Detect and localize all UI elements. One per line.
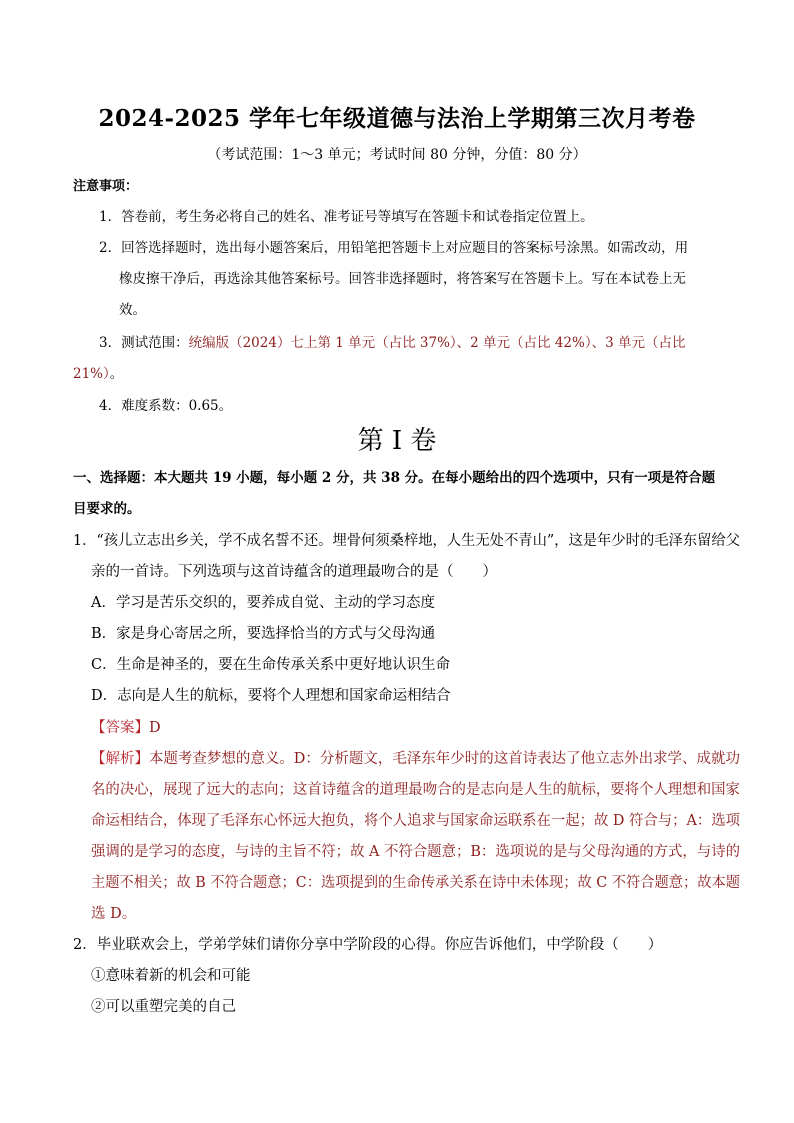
volume-title: 第 I 卷: [357, 426, 437, 456]
notice-item-3-line-2: [73, 362, 123, 382]
section-heading-line-1: 一、选择题：本大题共 19 小题，每小题 2 分，共 38 分。在每小题给出的四个选项中，只有一项是符合题: [73, 470, 716, 486]
q2-item-1: ①意味着新的机会和可能: [91, 968, 251, 984]
q1-analysis-line-1: [91, 747, 740, 768]
analysis-text: 本题考查梦想的意义。D：分析题文，毛泽东年少时的这首诗表达了他立志外出求学、成就功: [148, 751, 740, 767]
exam-subtitle: （考试范围：1～3 单元；考试时间 80 分钟，分值：80 分）: [207, 147, 587, 163]
q1-option-d: D．志向是人生的航标，要将个人理想和国家命运相结合: [91, 688, 451, 704]
q1-analysis-line-4: 强调的是学习的态度，与诗的主旨不符；故 A 不符合题意；B：选项说的是与父母沟通的方式，与诗的: [91, 844, 741, 860]
answer-value: D: [149, 720, 161, 736]
q2-stem: 2．毕业联欢会上，学弟学妹们请你分享中学阶段的心得。你应告诉他们，中学阶段（ ）: [73, 937, 663, 953]
notice-item-3-suffix: 。: [109, 366, 124, 382]
notice-item-3-range: 统编版（2024）七上第 1 单元（占比 37%）、2 单元（占比 42%）、3 单元（占比: [188, 335, 686, 351]
q1-analysis-line-5: 主题不相关；故 B 不符合题意；C：选项提到的生命传承关系在诗中未体现；故 C 不符合题意；故本题: [91, 875, 740, 891]
notice-item-2-line-2: 橡皮擦干净后，再选涂其他答案标号。回答非选择题时，将答案写在答题卡上。写在本试卷上无: [119, 271, 686, 287]
q1-stem-line-1: 1．“孩儿立志出乡关，学不成名誓不还。埋骨何须桑梓地，人生无处不青山”，这是年少时的毛泽东留给父: [73, 533, 741, 549]
q1-stem-line-2: 亲的一首诗。下列选项与这首诗蕴含的道理最吻合的是（ ）: [91, 564, 497, 580]
q1-option-c: C．生命是神圣的，要在生命传承关系中更好地认识生命: [91, 657, 451, 673]
q2-item-2: ②可以重塑完美的自己: [91, 999, 236, 1015]
q1-option-b: B．家是身心寄居之所，要选择恰当的方式与父母沟通: [91, 626, 436, 642]
q1-option-a: A．学习是苦乐交织的，要养成自觉、主动的学习态度: [91, 595, 435, 611]
notice-heading: 注意事项：: [73, 179, 139, 194]
analysis-tag: 【解析】: [91, 751, 149, 767]
notice-item-3-prefix: 3．测试范围：: [99, 335, 189, 351]
q1-analysis-line-3: 命运相结合，体现了毛泽东心怀远大抱负，将个人追求与国家命运联系在一起；故 D 符合与；A：选项: [91, 813, 740, 829]
exam-title: 2024-2025 学年七年级道德与法治上学期第三次月考卷: [98, 105, 696, 132]
notice-item-2-line-3: 效。: [119, 302, 146, 318]
notice-item-3-range-cont: 21%）: [73, 366, 110, 382]
q1-analysis-line-6: 选 D。: [91, 906, 137, 922]
section-heading-line-2: 目要求的。: [73, 501, 141, 517]
notice-item-4: 4．难度系数：0.65。: [99, 398, 233, 414]
notice-item-1: 1．答卷前，考生务必将自己的姓名、准考证号等填写在答题卡和试卷指定位置上。: [99, 209, 594, 225]
notice-item-3-line-1: [99, 331, 685, 351]
q1-analysis-line-2: 名的决心，展现了远大的志向；这首诗蕴含的道理最吻合的是志向是人生的航标，要将个人理想和国家: [91, 782, 740, 798]
q1-answer: [91, 716, 161, 737]
notice-item-2-line-1: 2．回答选择题时，选出每小题答案后，用铅笔把答题卡上对应题目的答案标号涂黑。如需改动，用: [99, 240, 689, 256]
answer-tag: 【答案】: [91, 720, 149, 736]
